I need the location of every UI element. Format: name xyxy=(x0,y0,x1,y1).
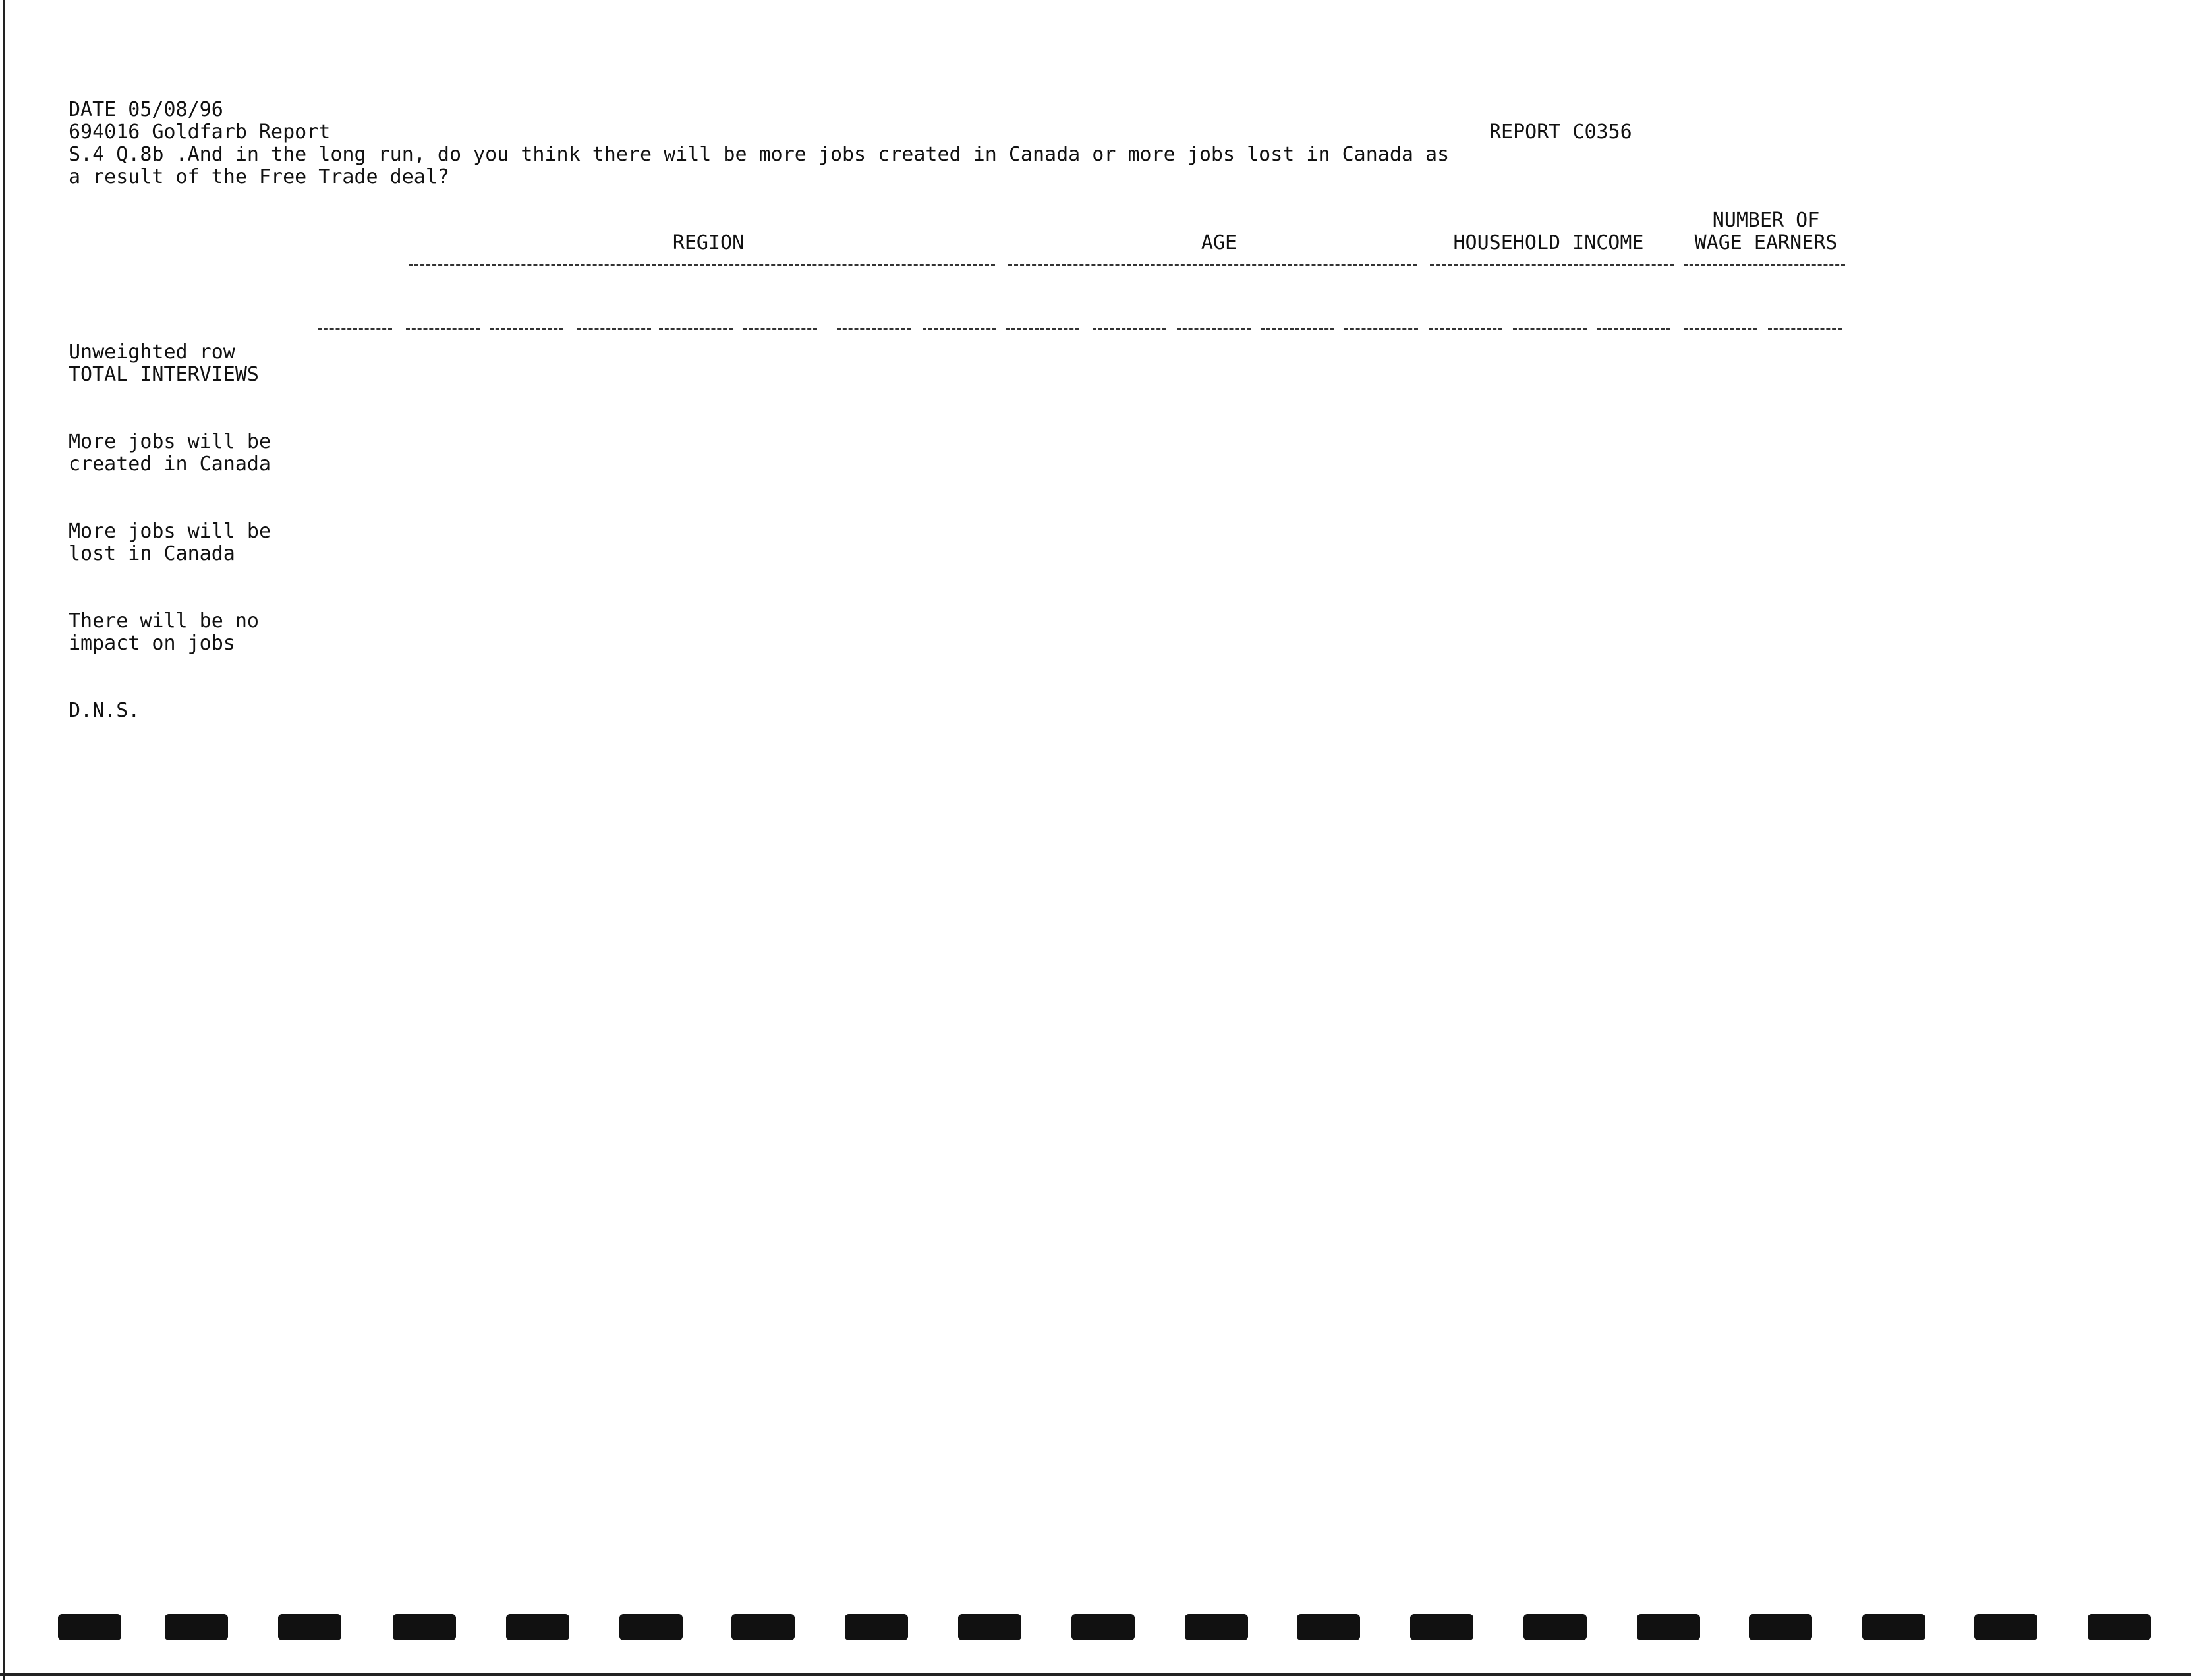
row-label-line2: impact on jobs xyxy=(69,632,235,655)
column-header-underline xyxy=(1344,328,1418,330)
binding-mark xyxy=(278,1614,341,1640)
column-header-underline xyxy=(1597,328,1670,330)
wage-earners-group-underline xyxy=(1684,264,1845,266)
row-label-line1: More jobs will be xyxy=(69,520,271,543)
row-label-line2: lost in Canada xyxy=(69,542,235,565)
column-header-underline xyxy=(1093,328,1166,330)
row-label-line2: TOTAL INTERVIEWS xyxy=(69,363,259,386)
question-line-2: a result of the Free Trade deal? xyxy=(69,165,449,188)
page-border-left xyxy=(3,0,5,1680)
binding-mark xyxy=(393,1614,456,1640)
group-header-household-income: HOUSEHOLD INCOME xyxy=(1453,231,1644,254)
column-header-underline xyxy=(1684,328,1757,330)
column-header-underline xyxy=(1429,328,1502,330)
binding-mark xyxy=(1523,1614,1587,1640)
row-label-line1: There will be no xyxy=(69,609,259,632)
column-header-underline xyxy=(837,328,911,330)
question-line-1: S.4 Q.8b .And in the long run, do you think there will be more jobs created in Canada or more jobs lost in Canada as xyxy=(69,143,1450,166)
column-header-underline xyxy=(1177,328,1251,330)
column-header-underline xyxy=(318,328,392,330)
row-label-line1: Unweighted row xyxy=(69,341,235,364)
report-date: DATE 05/08/96 xyxy=(69,98,223,121)
binding-mark xyxy=(958,1614,1021,1640)
report-name: 694016 Goldfarb Report xyxy=(69,121,331,144)
group-header-age: AGE xyxy=(1201,231,1238,254)
column-header-underline xyxy=(1006,328,1079,330)
binding-mark xyxy=(731,1614,795,1640)
report-id: REPORT C0356 xyxy=(1489,121,1632,144)
binding-mark xyxy=(1071,1614,1135,1640)
group-header-region: REGION xyxy=(672,231,745,254)
binding-mark xyxy=(1185,1614,1248,1640)
row-label-line2: created in Canada xyxy=(69,453,271,476)
column-header-underline xyxy=(659,328,733,330)
binding-mark xyxy=(1974,1614,2037,1640)
page-border-bottom xyxy=(0,1673,2191,1676)
column-header-underline xyxy=(1768,328,1842,330)
binding-mark xyxy=(58,1614,121,1640)
group-header-wage-earners-line1: NUMBER OF xyxy=(1712,209,1820,232)
binding-mark xyxy=(506,1614,569,1640)
column-header-underline xyxy=(1261,328,1334,330)
binding-mark xyxy=(1862,1614,1925,1640)
row-label-line1: D.N.S. xyxy=(69,699,140,722)
binding-mark xyxy=(1749,1614,1812,1640)
age-group-underline xyxy=(1008,264,1417,266)
group-header-wage-earners-line2: WAGE EARNERS xyxy=(1694,231,1838,254)
column-header-underline xyxy=(406,328,480,330)
column-header-underline xyxy=(490,328,563,330)
region-group-underline xyxy=(409,264,995,266)
column-header-underline xyxy=(577,328,651,330)
column-header-underline xyxy=(743,328,817,330)
column-header-underline xyxy=(1513,328,1587,330)
income-group-underline xyxy=(1430,264,1674,266)
binding-mark xyxy=(165,1614,228,1640)
column-header-underline xyxy=(923,328,996,330)
binding-mark xyxy=(1297,1614,1360,1640)
binding-mark xyxy=(1410,1614,1473,1640)
binding-mark xyxy=(1637,1614,1700,1640)
binding-mark xyxy=(845,1614,908,1640)
binding-mark xyxy=(2088,1614,2151,1640)
row-label-line1: More jobs will be xyxy=(69,430,271,453)
binding-mark xyxy=(619,1614,683,1640)
